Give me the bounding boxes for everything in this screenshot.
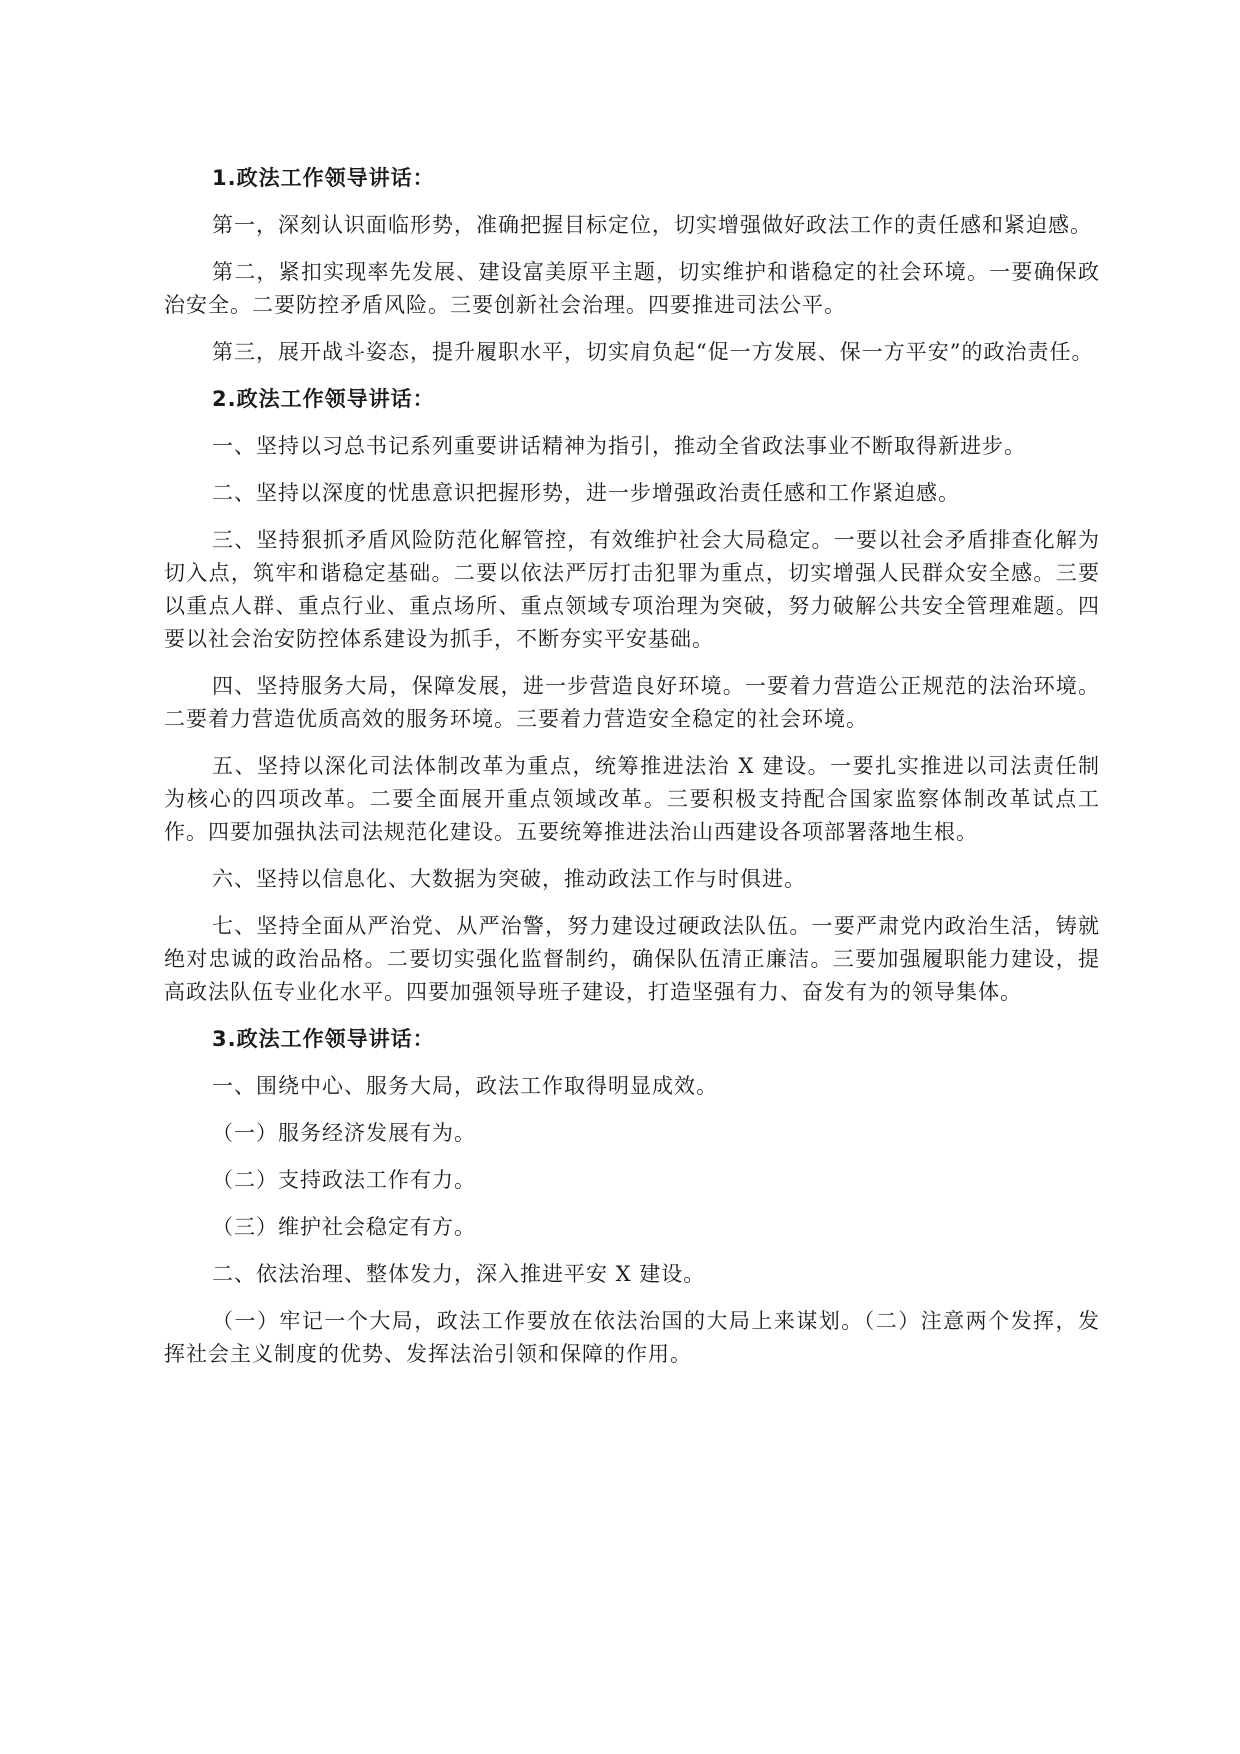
paragraph: 三、坚持狠抓矛盾风险防范化解管控，有效维护社会大局稳定。一要以社会矛盾排查化解为切入点，筑牢和谐稳定基础。二要以依法严厉打击犯罪为重点，切实增强人民群众安全感。三要以重点人群、重点行业、重点场所、重点领域专项治理为突破，努力破解公共安全管理难题。四要以社会治安防控体系建设为抓手，不断夯实平安基础。 <box>164 528 1100 651</box>
section-3 <box>164 1023 1100 1371</box>
paragraph: 五、坚持以深化司法体制改革为重点，统筹推进法治 X 建设。一要扎实推进以司法责任制为核心的四项改革。二要全面展开重点领域改革。三要积极支持配合国家监察体制改革试点工作。四要加强执法司法规范化建设。五要统筹推进法治山西建设各项部署落地生根。 <box>164 754 1100 844</box>
paragraph: （二）支持政法工作有力。 <box>212 1168 476 1192</box>
section-heading: 3.政法工作领导讲话： <box>212 1027 435 1051</box>
paragraph: 一、围绕中心、服务大局，政法工作取得明显成效。 <box>212 1074 718 1098</box>
section-heading: 1.政法工作领导讲话： <box>212 166 435 190</box>
paragraph: 第一，深刻认识面临形势，准确把握目标定位，切实增强做好政法工作的责任感和紧迫感。 <box>212 213 1092 237</box>
paragraph: 四、坚持服务大局，保障发展，进一步营造良好环境。一要着力营造公正规范的法治环境。二要着力营造优质高效的服务环境。三要着力营造安全稳定的社会环境。 <box>164 674 1100 731</box>
paragraph: 二、坚持以深度的忧患意识把握形势，进一步增强政治责任感和工作紧迫感。 <box>212 481 960 505</box>
paragraph: 二、依法治理、整体发力，深入推进平安 X 建设。 <box>212 1262 706 1286</box>
paragraph: 第三，展开战斗姿态，提升履职水平，切实肩负起“促一方发展、保一方平安”的政治责任。 <box>212 340 1094 364</box>
paragraph: 第二，紧扣实现率先发展、建设富美原平主题，切实维护和谐稳定的社会环境。一要确保政治安全。二要防控矛盾风险。三要创新社会治理。四要推进司法公平。 <box>164 260 1100 317</box>
paragraph: （一）牢记一个大局，政法工作要放在依法治国的大局上来谋划。（二）注意两个发挥，发挥社会主义制度的优势、发挥法治引领和保障的作用。 <box>164 1309 1100 1366</box>
section-2 <box>164 383 1100 1009</box>
section-heading: 2.政法工作领导讲话： <box>212 387 435 411</box>
paragraph: （三）维护社会稳定有方。 <box>212 1215 476 1239</box>
paragraph: 一、坚持以习总书记系列重要讲话精神为指引，推动全省政法事业不断取得新进步。 <box>212 434 1026 458</box>
section-1 <box>164 162 1100 369</box>
paragraph: 七、坚持全面从严治党、从严治警，努力建设过硬政法队伍。一要严肃党内政治生活，铸就绝对忠诚的政治品格。二要切实强化监督制约，确保队伍清正廉洁。三要加强履职能力建设，提高政法队伍专业化水平。四要加强领导班子建设，打造坚强有力、奋发有为的领导集体。 <box>164 914 1100 1004</box>
paragraph: 六、坚持以信息化、大数据为突破，推动政法工作与时俱进。 <box>212 867 806 891</box>
paragraph: （一）服务经济发展有为。 <box>212 1121 476 1145</box>
